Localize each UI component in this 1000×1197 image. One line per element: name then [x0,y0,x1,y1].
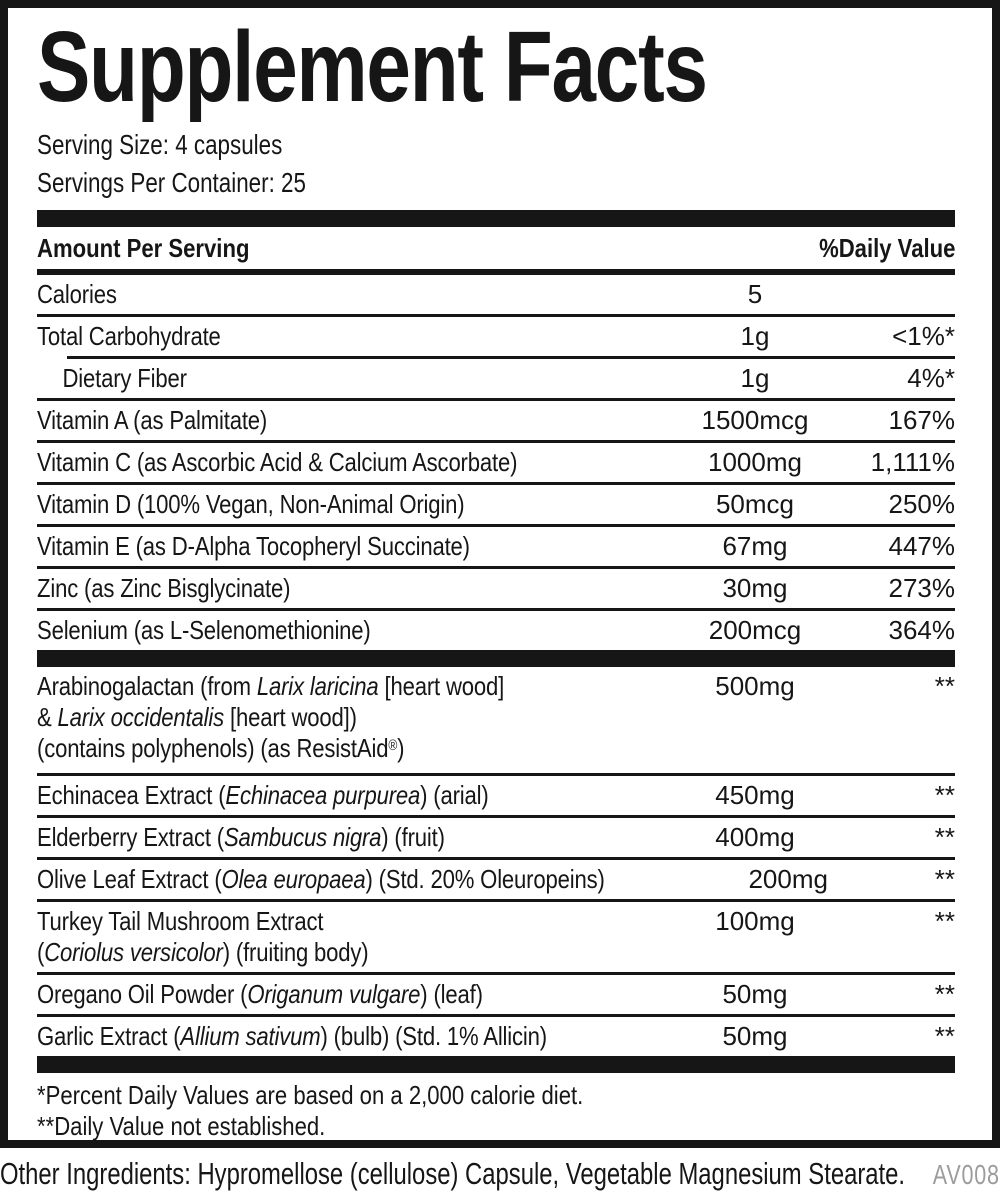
name-text: Echinacea Extract ( [37,780,226,810]
daily-value: 250% [888,489,955,519]
daily-value: 1,111% [870,447,955,477]
amount-value: 400mg [715,822,795,852]
daily-value-header: %Daily Value [818,233,955,263]
amount-value: 1000mg [708,447,802,477]
table-row [37,975,955,1014]
ingredient-name [37,780,562,811]
bottom-strip [0,1154,1000,1195]
ingredient-name [37,1021,562,1052]
ingredient-name [37,531,562,562]
amount-value: 200mg [748,864,828,894]
name-text: ) (bulb) (Std. 1% Allicin) [320,1021,547,1051]
table-row [37,902,955,972]
table-row [37,443,955,482]
species-name: Origanum vulgare [247,979,421,1009]
name-text: Calories [37,279,117,309]
ingredient-name [37,864,605,895]
ingredient-name [37,906,562,968]
other-ingredients-text: Other Ingredients: Hypromellose (cellulose) Capsule, Vegetable Magnesium Stearate. [0,1156,906,1191]
table-row [37,275,955,314]
table-row [37,401,955,440]
servings-per-container-line [37,164,955,202]
name-text: ) [397,733,405,763]
ingredient-name [37,363,562,394]
ingredient-name [37,615,562,646]
table-row [37,527,955,566]
daily-value: 273% [888,573,955,603]
daily-value: ** [934,979,955,1009]
name-text: Vitamin C (as Ascorbic Acid & Calcium Ascorbate) [37,447,518,477]
table-header-row [37,227,955,269]
amount-value: 500mg [715,671,795,701]
name-text: Vitamin E (as D-Alpha Tocopheryl Succinate) [37,531,470,561]
species-name: Larix occidentalis [57,702,225,732]
daily-value: ** [934,906,955,936]
amount-value: 1500mcg [701,405,809,435]
thick-divider-bottom [37,1056,955,1073]
name-text: Turkey Tail Mushroom Extract [37,906,324,936]
ingredient-name [37,321,562,352]
daily-value: ** [934,671,955,701]
table-row [37,860,955,899]
name-text: [heart wood] [378,671,505,701]
thick-divider-top [37,210,955,227]
name-text: Oregano Oil Powder ( [37,979,248,1009]
amount-value: 67mg [722,531,788,561]
name-text: ) (arial) [420,780,489,810]
table-row [37,611,955,650]
species-name: Coriolus versicolor [44,937,223,967]
name-text: ( [37,937,45,967]
ingredient-name [37,573,562,604]
name-text: Elderberry Extract ( [37,822,224,852]
amount-value: 1g [740,321,770,351]
table-row [37,569,955,608]
amount-value: 100mg [715,906,795,936]
name-text: (contains polyphenols) (as ResistAid [37,733,389,763]
servings-per-container-text: Servings Per Container: 25 [37,167,306,198]
amount-per-serving-header: Amount Per Serving [37,233,250,263]
daily-value: 447% [888,531,955,561]
name-text: & [37,702,58,732]
ingredient-name [37,279,562,310]
amount-value: 30mg [722,573,788,603]
name-text: ) (Std. 20% Oleuropeins) [365,864,605,894]
ingredient-name [37,822,562,853]
table-row [37,667,955,773]
amount-value: 50mg [722,979,788,1009]
daily-value: <1%* [892,321,955,351]
ingredient-name [37,671,562,769]
footnotes [37,1073,955,1142]
footnote-daily-value-text: *Percent Daily Values are based on a 2,000 calorie diet. [37,1080,584,1110]
ingredient-name [37,489,562,520]
name-text: Vitamin D (100% Vegan, Non-Animal Origin) [37,489,465,519]
table-row [37,1017,955,1056]
name-text: [heart wood]) [224,702,357,732]
amount-value: 50mg [722,1021,788,1051]
daily-value: ** [934,864,955,894]
nutrient-rows-section [37,275,955,650]
daily-value: 167% [888,405,955,435]
name-text: Total Carbohydrate [37,321,221,351]
name-text: ) (fruiting body) [222,937,369,967]
daily-value: 4%* [907,363,955,393]
name-text: Arabinogalactan (from [37,671,257,701]
ingredient-name [37,447,562,478]
ingredient-name [37,979,562,1010]
table-row [37,818,955,857]
footnote-daily-value [37,1080,955,1111]
footnote-not-established-text: **Daily Value not established. [37,1111,326,1141]
daily-value: 364% [888,615,955,645]
amount-value: 50mcg [715,489,795,519]
table-row [37,776,955,815]
thick-divider-middle [37,650,955,667]
name-text: Vitamin A (as Palmitate) [37,405,268,435]
species-name: Larix laricina [256,671,379,701]
name-text: ) (fruit) [381,822,445,852]
serving-size-line [37,126,955,164]
product-code: AV008 [932,1159,1000,1190]
footnote-not-established [37,1111,955,1142]
table-row [37,485,955,524]
name-text: Zinc (as Zinc Bisglycinate) [37,573,291,603]
amount-value: 200mcg [708,615,802,645]
serving-size-text: Serving Size: 4 capsules [37,129,283,160]
species-name: Allium sativum [180,1021,321,1051]
table-row [37,359,955,398]
amount-value: 1g [740,363,770,393]
daily-value: ** [934,1021,955,1051]
daily-value: ** [934,780,955,810]
name-text: ) (leaf) [420,979,483,1009]
amount-value: 5 [747,279,763,309]
name-text: Dietary Fiber [62,363,187,393]
name-text: Selenium (as L-Selenomethionine) [37,615,371,645]
table-row [37,317,955,356]
species-name: Olea europaea [221,864,366,894]
botanical-rows-section [37,667,955,1056]
name-text: Olive Leaf Extract ( [37,864,222,894]
species-name: Sambucus nigra [223,822,382,852]
name-text: Garlic Extract ( [37,1021,181,1051]
ingredient-name [37,405,562,436]
daily-value: ** [934,822,955,852]
registered-mark: ® [388,737,398,754]
panel-title: Supplement Facts [37,11,707,123]
amount-value: 450mg [715,780,795,810]
species-name: Echinacea purpurea [225,780,421,810]
